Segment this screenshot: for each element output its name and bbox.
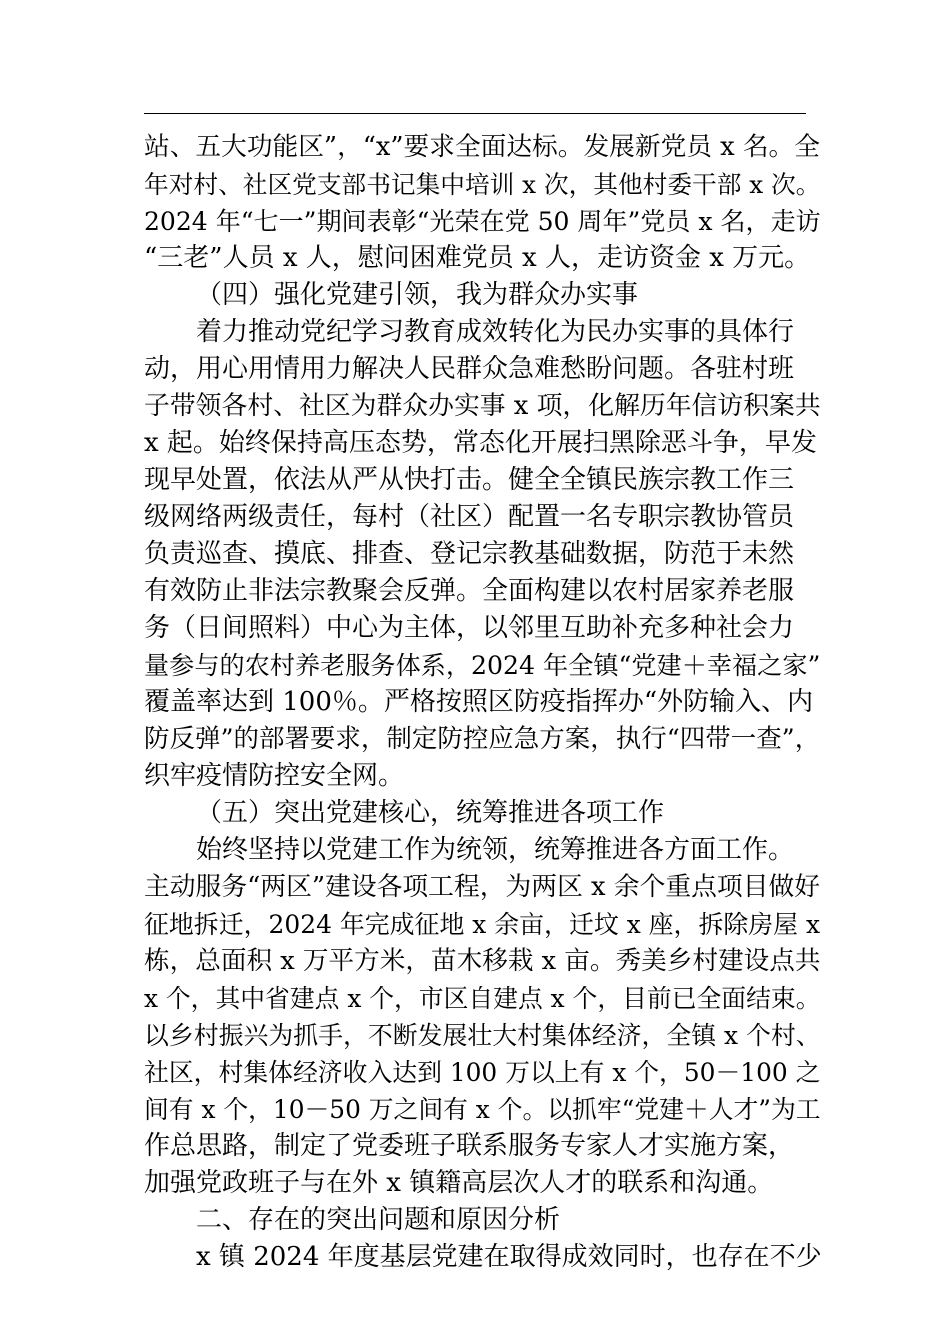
text-line: 织牢疫情防控安全网。 — [144, 761, 405, 791]
paragraph-first-line: x 镇 2024 年度基层党建在取得成效同时，也存在不少 — [196, 1242, 822, 1272]
text-line: 社区，村集体经济收入达到 100 万以上有 x 个，50－100 之 — [144, 1058, 821, 1087]
text-line: 主动服务“两区”建设各项工程，为两区 x 余个重点项目做好 — [144, 872, 821, 902]
text-line: 防反弹”的部署要求，制定防控应急方案，执行“四带一查”， — [144, 724, 821, 754]
text-line: 覆盖率达到 100％。严格按照区防疫指挥办“外防输入、内 — [144, 687, 814, 717]
text-line: 以乡村振兴为抓手，不断发展壮大村集体经济，全镇 x 个村、 — [144, 1021, 821, 1050]
text-line: 现早处置，依法从严从快打击。健全全镇民族宗教工作三 — [144, 465, 795, 495]
text-line: 年对村、社区党支部书记集中培训 x 次，其他村委干部 x 次。 — [144, 170, 821, 199]
section-heading-5: （五）突出党建核心，统筹推进各项工作 — [196, 798, 665, 828]
text-line: 间有 x 个，10－50 万之间有 x 个。以抓牢“党建＋人才”为工 — [144, 1095, 821, 1124]
text-line: x 个，其中省建点 x 个，市区自建点 x 个，目前已全面结束。 — [144, 984, 821, 1013]
text-line: 子带领各村、社区为群众办实事 x 项，化解历年信访积案共 — [144, 391, 821, 421]
text-line: 站、五大功能区”，“x”要求全面达标。发展新党员 x 名。全 — [144, 132, 820, 162]
text-line: 务（日间照料）中心为主体，以邻里互助补充多种社会力 — [144, 613, 795, 643]
paragraph-first-line: 始终坚持以党建工作为统领，统筹推进各方面工作。 — [196, 835, 795, 865]
text-line: 量参与的农村养老服务体系，2024 年全镇“党建＋幸福之家” — [144, 651, 821, 680]
text-line: “三老”人员 x 人，慰问困难党员 x 人，走访资金 x 万元。 — [144, 243, 811, 273]
text-line: 栋，总面积 x 万平方米，苗木移栽 x 亩。秀美乡村建设点共 — [144, 946, 821, 976]
body-text — [144, 129, 824, 1276]
text-line: 作总思路，制定了党委班子联系服务专家人才实施方案， — [144, 1131, 795, 1161]
text-line: 动，用心用情用力解决人民群众急难愁盼问题。各驻村班 — [144, 354, 795, 384]
text-line: 2024 年“七一”期间表彰“光荣在党 50 周年”党员 x 名，走访 — [144, 207, 821, 236]
text-line: x 起。始终保持高压态势，常态化开展扫黑除恶斗争，早发 — [144, 428, 817, 458]
chapter-heading-2: 二、存在的突出问题和原因分析 — [196, 1205, 561, 1235]
text-line: 有效防止非法宗教聚会反弹。全面构建以农村居家养老服 — [144, 576, 795, 606]
paragraph-first-line: 着力推动党纪学习教育成效转化为民办实事的具体行 — [196, 317, 795, 347]
text-line: 负责巡查、摸底、排查、登记宗教基础数据，防范于未然 — [144, 539, 795, 569]
text-line: 加强党政班子与在外 x 镇籍高层次人才的联系和沟通。 — [144, 1168, 774, 1198]
header-rule — [144, 113, 806, 114]
text-line: 征地拆迁，2024 年完成征地 x 余亩，迁坟 x 座，拆除房屋 x — [144, 910, 821, 939]
text-line: 级网络两级责任，每村（社区）配置一名专职宗教协管员 — [144, 502, 795, 532]
section-heading-4: （四）强化党建引领，我为群众办实事 — [196, 280, 639, 310]
